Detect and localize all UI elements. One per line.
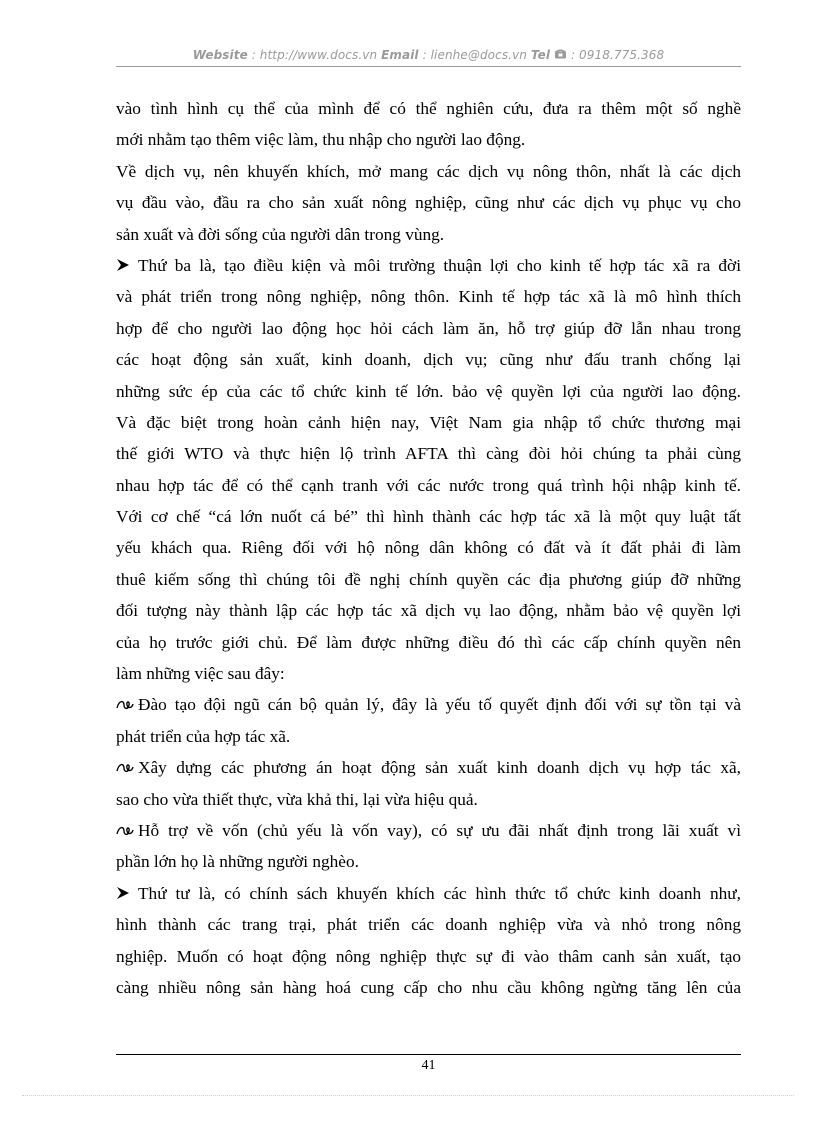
text-line: nghiệp. Muốn có hoạt động nông nghiệp thực sự đi vào thâm canh sản xuất, tạo xyxy=(116,946,741,966)
page-header xyxy=(116,48,741,62)
text-line: phần lớn họ là những người nghèo. xyxy=(116,852,359,872)
loop-bullet-icon xyxy=(116,752,138,783)
tel-label: Tel xyxy=(530,48,551,62)
bullet-text: Thứ tư là, có chính sách khuyến khích các hình thức tổ chức kinh doanh như, xyxy=(138,883,741,903)
sub-bullet xyxy=(116,689,741,752)
text-line: thế giới WTO và thực hiện lộ trình AFTA thì càng đòi hỏi chúng ta phải cùng xyxy=(116,444,741,464)
text-line: Về dịch vụ, nên khuyến khích, mở mang các dịch vụ nông thôn, nhất là các dịch xyxy=(116,161,741,181)
arrowhead-bullet-icon xyxy=(116,878,138,909)
loop-bullet-icon xyxy=(116,815,138,846)
email-label: Email xyxy=(381,48,419,62)
sub-bullet xyxy=(116,815,741,878)
text-line: hợp để cho người lao động học hỏi cách làm ăn, hỗ trợ giúp đỡ lẫn nhau trong xyxy=(116,318,741,338)
website-value: : http://www.docs.vn xyxy=(251,48,378,62)
text-line: làm những việc sau đây: xyxy=(116,664,285,684)
page-number: 41 xyxy=(421,1058,436,1073)
text-line xyxy=(116,815,741,846)
telephone-icon xyxy=(554,48,567,62)
paragraph xyxy=(116,156,741,250)
text-line: nhau hợp tác để có thể cạnh tranh với các nước trong quá trình hội nhập kinh tế. xyxy=(116,475,741,495)
text-line xyxy=(116,878,741,909)
sub-bullet xyxy=(116,752,741,815)
loop-bullet-icon xyxy=(116,689,138,720)
text-line: phát triển của hợp tác xã. xyxy=(116,726,291,746)
website-label: Website xyxy=(192,48,248,62)
bullet-paragraph xyxy=(116,878,741,1004)
text-line: của họ trước giới chủ. Để làm được những điều đó thì các cấp chính quyền nên xyxy=(116,632,741,652)
bullet-text: Đào tạo đội ngũ cán bộ quản lý, đây là yếu tố quyết định đối với sự tồn tại và xyxy=(138,695,741,715)
bullet-paragraph xyxy=(116,250,741,689)
text-line: đối tượng này thành lập các hợp tác xã dịch vụ lao động, nhằm bảo vệ quyền lợi xyxy=(116,601,741,621)
bullet-text: Hỗ trợ về vốn (chủ yếu là vốn vay), có sự ưu đãi nhất định trong lãi xuất vì xyxy=(138,820,741,840)
arrowhead-bullet-icon xyxy=(116,250,138,281)
text-line: Và đặc biệt trong hoàn cảnh hiện nay, Việt Nam gia nhập tổ chức thương mại xyxy=(116,412,741,432)
bullet-text: Thứ ba là, tạo điều kiện và môi trường thuận lợi cho kinh tế hợp tác xã ra đời xyxy=(138,255,741,275)
text-line: vụ đầu vào, đầu ra cho sản xuất nông nghiệp, cũng như các dịch vụ phục vụ cho xyxy=(116,193,741,213)
bullet-text: Xây dựng các phương án hoạt động sản xuất kinh doanh dịch vụ hợp tác xã, xyxy=(138,758,741,778)
text-line: và phát triển trong nông nghiệp, nông thôn. Kinh tế hợp tác xã là mô hình thích xyxy=(116,287,741,307)
text-line xyxy=(116,752,741,783)
text-line: càng nhiều nông sản hàng hoá cung cấp cho nhu cầu không ngừng tăng lên của xyxy=(116,977,741,997)
text-line: các hoạt động sản xuất, kinh doanh, dịch vụ; cũng như đấu tranh chống lại xyxy=(116,350,741,370)
header-rule xyxy=(116,66,741,67)
text-line xyxy=(116,250,741,281)
body-text xyxy=(116,93,741,1003)
text-line: yếu khách qua. Riêng đối với hộ nông dân không có đất và ít đất phải đi làm xyxy=(116,538,741,558)
paragraph xyxy=(116,93,741,156)
text-line: Với cơ chế “cá lớn nuốt cá bé” thì hình thành các hợp tác xã là một quy luật tất xyxy=(116,507,741,527)
text-line: sao cho vừa thiết thực, vừa khả thi, lại vừa hiệu quả. xyxy=(116,789,478,809)
text-line xyxy=(116,689,741,720)
tel-value: : 0918.775.368 xyxy=(570,48,665,62)
text-line: mới nhằm tạo thêm việc làm, thu nhập cho người lao động. xyxy=(116,130,526,150)
text-line: sản xuất và đời sống của người dân trong vùng. xyxy=(116,224,445,244)
text-line: vào tình hình cụ thể của mình để có thể nghiên cứu, đưa ra thêm một số nghề xyxy=(116,99,741,118)
page-boundary xyxy=(22,1095,794,1096)
text-line: hình thành các trang trại, phát triển các doanh nghiệp vừa và nhỏ trong nông xyxy=(116,915,741,935)
text-line: thuê kiếm sống thì chúng tôi đề nghị chính quyền các địa phương giúp đỡ những xyxy=(116,569,741,589)
email-value: : lienhe@docs.vn xyxy=(422,48,527,62)
text-line: những sức ép của các tổ chức kinh tế lớn. bảo vệ quyền lợi của người lao động. xyxy=(116,381,741,401)
footer-rule xyxy=(116,1054,741,1055)
